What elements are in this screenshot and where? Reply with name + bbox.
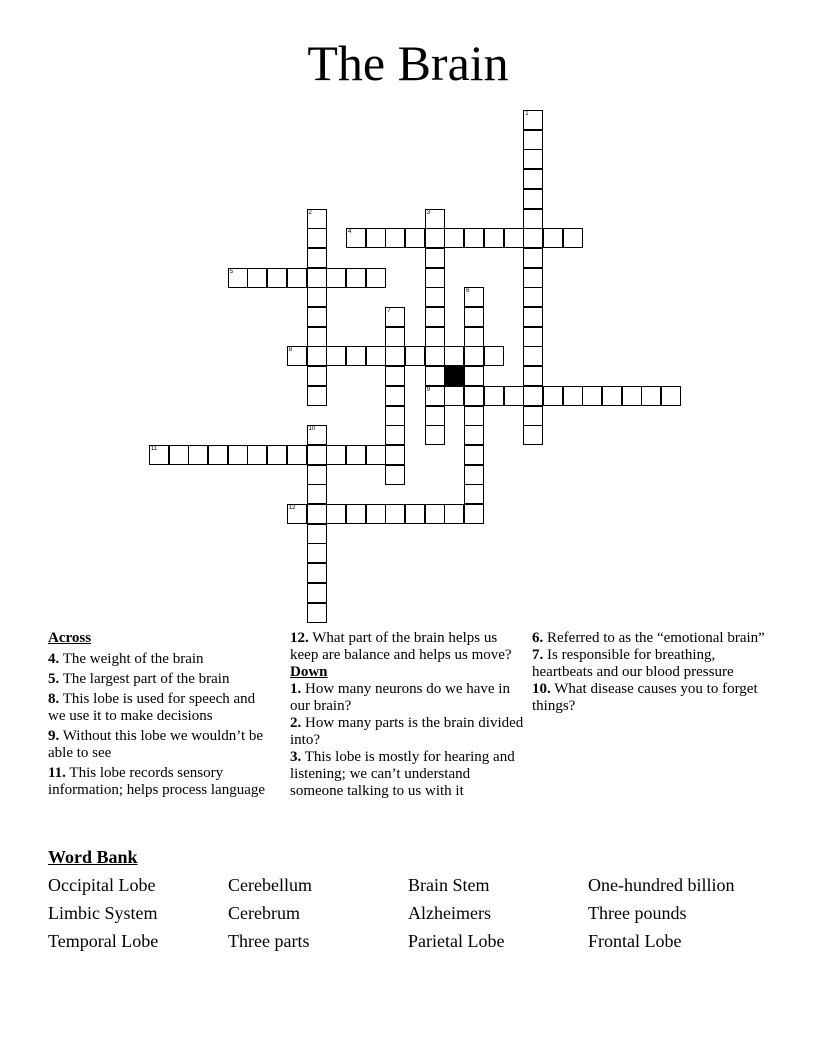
grid-cell[interactable] bbox=[307, 583, 327, 603]
across-clue-list-continued bbox=[290, 630, 526, 664]
grid-cell[interactable] bbox=[484, 346, 504, 366]
clue-item bbox=[48, 691, 273, 725]
down-clue-list bbox=[290, 681, 526, 800]
grid-cell[interactable] bbox=[425, 386, 445, 406]
grid-cell[interactable] bbox=[444, 386, 464, 406]
grid-cell[interactable] bbox=[563, 228, 583, 248]
grid-cell[interactable] bbox=[307, 465, 327, 485]
clue-item bbox=[290, 681, 526, 715]
word-bank-item: Three pounds bbox=[588, 903, 687, 923]
word-bank-item: Parietal Lobe bbox=[408, 931, 505, 951]
grid-cell[interactable] bbox=[444, 504, 464, 524]
grid-cell[interactable] bbox=[425, 287, 445, 307]
grid-cell[interactable] bbox=[385, 406, 405, 426]
clue-number: 4 bbox=[347, 229, 352, 236]
clue-number: 3 bbox=[426, 209, 431, 216]
grid-cell[interactable] bbox=[641, 386, 661, 406]
grid-cell[interactable] bbox=[385, 445, 405, 465]
grid-cell[interactable] bbox=[228, 445, 248, 465]
clue-number: 2 bbox=[308, 209, 312, 216]
grid-cell[interactable] bbox=[405, 228, 425, 248]
grid-cell[interactable] bbox=[523, 228, 543, 248]
grid-cell[interactable] bbox=[464, 504, 484, 524]
grid-cell[interactable] bbox=[366, 228, 386, 248]
clue-item bbox=[532, 630, 772, 647]
grid-cell[interactable] bbox=[307, 386, 327, 406]
grid-cell[interactable] bbox=[425, 425, 445, 445]
grid-cell[interactable] bbox=[523, 287, 543, 307]
grid-cell[interactable] bbox=[346, 445, 366, 465]
grid-cell[interactable] bbox=[326, 346, 346, 366]
grid-cell[interactable] bbox=[385, 366, 405, 386]
grid-cell[interactable] bbox=[582, 386, 602, 406]
grid-cell[interactable] bbox=[464, 346, 484, 366]
grid-cell[interactable] bbox=[464, 327, 484, 347]
grid-cell[interactable] bbox=[307, 425, 327, 445]
grid-cell[interactable] bbox=[543, 386, 563, 406]
grid-cell[interactable] bbox=[188, 445, 208, 465]
grid-cell[interactable] bbox=[307, 228, 327, 248]
grid-cell[interactable] bbox=[425, 346, 445, 366]
grid-cell[interactable] bbox=[366, 445, 386, 465]
grid-cell[interactable] bbox=[366, 504, 386, 524]
clue-number: 11 bbox=[150, 445, 158, 452]
grid-cell[interactable] bbox=[208, 445, 228, 465]
clue-text: How many neurons do we have in our brain? bbox=[290, 681, 510, 714]
grid-cell[interactable] bbox=[307, 504, 327, 524]
grid-cell[interactable] bbox=[504, 386, 524, 406]
clue-item bbox=[48, 728, 273, 762]
grid-cell[interactable] bbox=[523, 268, 543, 288]
clue-number: 8 bbox=[288, 347, 293, 354]
grid-cell[interactable] bbox=[484, 228, 504, 248]
clue-number: 11. bbox=[48, 765, 66, 781]
grid-cell[interactable] bbox=[287, 504, 307, 524]
grid-cell[interactable] bbox=[247, 445, 267, 465]
grid-cell[interactable] bbox=[307, 307, 327, 327]
clue-number: 9 bbox=[426, 386, 431, 393]
grid-cell[interactable] bbox=[228, 268, 248, 288]
clue-text: Is responsible for breathing, heartbeats and our blood pressure bbox=[532, 647, 734, 680]
grid-cell[interactable] bbox=[523, 130, 543, 150]
grid-cell[interactable] bbox=[602, 386, 622, 406]
grid-cell[interactable] bbox=[523, 209, 543, 229]
grid-cell[interactable] bbox=[385, 386, 405, 406]
word-bank-item: Temporal Lobe bbox=[48, 931, 159, 951]
grid-cell[interactable] bbox=[307, 327, 327, 347]
grid-cell[interactable] bbox=[287, 346, 307, 366]
grid-cell[interactable] bbox=[307, 524, 327, 544]
grid-cell[interactable] bbox=[307, 287, 327, 307]
grid-cell[interactable] bbox=[346, 228, 366, 248]
grid-cell[interactable] bbox=[307, 366, 327, 386]
clue-number: 1 bbox=[525, 111, 529, 117]
down-header: Down bbox=[290, 664, 328, 680]
grid-cell[interactable] bbox=[307, 445, 327, 465]
grid-cell[interactable] bbox=[464, 445, 484, 465]
clue-number: 10 bbox=[308, 426, 316, 433]
clue-text: This lobe is used for speech and we use it to make decisions bbox=[48, 691, 256, 724]
grid-cell[interactable] bbox=[425, 248, 445, 268]
grid-cell[interactable] bbox=[464, 287, 484, 307]
grid-cell[interactable] bbox=[523, 169, 543, 189]
grid-cell[interactable] bbox=[425, 209, 445, 229]
clue-text: How many parts is the brain divided into? bbox=[290, 715, 524, 748]
clue-number: 7 bbox=[387, 308, 391, 314]
grid-cell[interactable] bbox=[661, 386, 681, 406]
grid-cell[interactable] bbox=[622, 386, 642, 406]
clue-number: 12 bbox=[288, 505, 296, 511]
grid-cell[interactable] bbox=[444, 346, 464, 366]
grid-cell[interactable] bbox=[425, 307, 445, 327]
grid-cell[interactable] bbox=[543, 228, 563, 248]
grid-cell[interactable] bbox=[523, 425, 543, 445]
grid-cell[interactable] bbox=[464, 307, 484, 327]
grid-cell[interactable] bbox=[444, 228, 464, 248]
grid-cell[interactable] bbox=[523, 110, 543, 130]
clues-column-3 bbox=[532, 630, 772, 715]
clue-number: 12. bbox=[290, 630, 309, 646]
clue-text: Referred to as the “emotional brain” bbox=[543, 630, 765, 646]
grid-cell[interactable] bbox=[425, 228, 445, 248]
grid-cell[interactable] bbox=[563, 386, 583, 406]
clue-text: This lobe records sensory information; helps process language bbox=[48, 765, 266, 798]
clue-number: 1. bbox=[290, 681, 302, 697]
word-bank-item: Cerebrum bbox=[228, 903, 300, 923]
grid-cell[interactable] bbox=[464, 425, 484, 445]
clue-item bbox=[290, 749, 526, 800]
word-bank-title: Word Bank bbox=[48, 847, 138, 867]
word-bank-item: Frontal Lobe bbox=[588, 931, 682, 951]
puzzle-title: The Brain bbox=[307, 35, 509, 91]
grid-cell[interactable] bbox=[307, 563, 327, 583]
clue-number: 6. bbox=[532, 630, 544, 646]
grid-cell[interactable] bbox=[307, 268, 327, 288]
word-bank-item: Brain Stem bbox=[408, 875, 490, 895]
grid-cell[interactable] bbox=[307, 603, 327, 623]
grid-cell[interactable] bbox=[523, 327, 543, 347]
grid-cell[interactable] bbox=[464, 406, 484, 426]
grid-cell[interactable] bbox=[523, 307, 543, 327]
across-header: Across bbox=[48, 630, 92, 646]
clue-number: 10. bbox=[532, 681, 551, 697]
grid-cell[interactable] bbox=[464, 386, 484, 406]
word-bank-item: Alzheimers bbox=[408, 903, 491, 923]
grid-cell[interactable] bbox=[267, 445, 287, 465]
clue-number: 4. bbox=[48, 651, 60, 667]
grid-cell[interactable] bbox=[405, 504, 425, 524]
grid-cell[interactable] bbox=[267, 268, 287, 288]
grid-cell[interactable] bbox=[307, 484, 327, 504]
clue-text: The largest part of the brain bbox=[59, 671, 230, 687]
clue-number: 2. bbox=[290, 715, 302, 731]
clue-text: What part of the brain helps us keep are balance and helps us move? bbox=[290, 630, 512, 663]
grid-cell[interactable] bbox=[326, 504, 346, 524]
across-clue-list bbox=[48, 651, 273, 799]
clue-number: 6 bbox=[466, 288, 470, 295]
grid-cell[interactable] bbox=[523, 149, 543, 169]
grid-cell[interactable] bbox=[307, 543, 327, 563]
grid-cell[interactable] bbox=[326, 268, 346, 288]
clue-item bbox=[48, 671, 273, 688]
grid-cell[interactable] bbox=[366, 268, 386, 288]
clue-number: 9. bbox=[48, 728, 60, 744]
grid-cell[interactable] bbox=[169, 445, 189, 465]
clue-item bbox=[48, 765, 273, 799]
grid-cell[interactable] bbox=[346, 268, 366, 288]
grid-cell[interactable] bbox=[366, 346, 386, 366]
grid-cell[interactable] bbox=[523, 386, 543, 406]
clue-text: This lobe is mostly for hearing and listening; we can’t understand someone talking to us with it bbox=[290, 749, 515, 799]
clues-column-1 bbox=[48, 630, 273, 802]
word-bank-item: Limbic System bbox=[48, 903, 158, 923]
grid-cell[interactable] bbox=[307, 346, 327, 366]
word-bank-item: Cerebellum bbox=[228, 875, 312, 895]
grid-cell[interactable] bbox=[287, 445, 307, 465]
word-bank-item: Three parts bbox=[228, 931, 310, 951]
grid-cell[interactable] bbox=[307, 209, 327, 229]
grid-cell[interactable] bbox=[385, 504, 405, 524]
grid-cell[interactable] bbox=[405, 346, 425, 366]
grid-cell[interactable] bbox=[385, 327, 405, 347]
grid-cell[interactable] bbox=[385, 425, 405, 445]
grid-cell[interactable] bbox=[523, 248, 543, 268]
clue-text: The weight of the brain bbox=[59, 651, 204, 667]
grid-cell[interactable] bbox=[464, 484, 484, 504]
grid-cell[interactable] bbox=[425, 366, 445, 386]
clues-column-2 bbox=[290, 630, 526, 800]
grid-cell[interactable] bbox=[346, 346, 366, 366]
grid-cell[interactable] bbox=[385, 346, 405, 366]
grid-cell[interactable] bbox=[484, 386, 504, 406]
down-clue-list-continued bbox=[532, 630, 772, 715]
word-bank-item: Occipital Lobe bbox=[48, 875, 156, 895]
clue-number: 5. bbox=[48, 671, 60, 687]
clue-text: Without this lobe we wouldn’t be able to see bbox=[48, 728, 264, 761]
grid-cell[interactable] bbox=[425, 504, 445, 524]
grid-cell[interactable] bbox=[385, 465, 405, 485]
grid-cell[interactable] bbox=[149, 445, 169, 465]
grid-cell[interactable] bbox=[326, 445, 346, 465]
grid-cell[interactable] bbox=[425, 268, 445, 288]
grid-cell[interactable] bbox=[523, 346, 543, 366]
grid-cell[interactable] bbox=[425, 327, 445, 347]
grid-cell[interactable] bbox=[523, 406, 543, 426]
grid-cell[interactable] bbox=[523, 189, 543, 209]
clue-number: 3. bbox=[290, 749, 302, 765]
word-bank-item: One-hundred billion bbox=[588, 875, 735, 895]
grid-cell[interactable] bbox=[504, 228, 524, 248]
grid-cell[interactable] bbox=[464, 228, 484, 248]
grid-cell[interactable] bbox=[385, 228, 405, 248]
clue-item bbox=[48, 651, 273, 668]
clue-text: What disease causes you to forget things? bbox=[532, 681, 758, 714]
grid-cell[interactable] bbox=[385, 307, 405, 327]
clue-number: 5 bbox=[229, 268, 234, 275]
grid-cell[interactable] bbox=[464, 366, 484, 386]
grid-cell[interactable] bbox=[247, 268, 267, 288]
grid-cell[interactable] bbox=[464, 465, 484, 485]
clue-item bbox=[290, 715, 526, 749]
grid-cell[interactable] bbox=[287, 268, 307, 288]
clue-item bbox=[532, 681, 772, 715]
clue-item bbox=[290, 630, 526, 664]
clue-number: 8. bbox=[48, 691, 60, 707]
grid-cell[interactable] bbox=[523, 366, 543, 386]
clue-number: 7. bbox=[532, 647, 544, 663]
black-cell bbox=[444, 366, 464, 386]
clue-item bbox=[532, 647, 772, 681]
grid-cell[interactable] bbox=[425, 406, 445, 426]
grid-cell[interactable] bbox=[307, 248, 327, 268]
grid-cell[interactable] bbox=[346, 504, 366, 524]
